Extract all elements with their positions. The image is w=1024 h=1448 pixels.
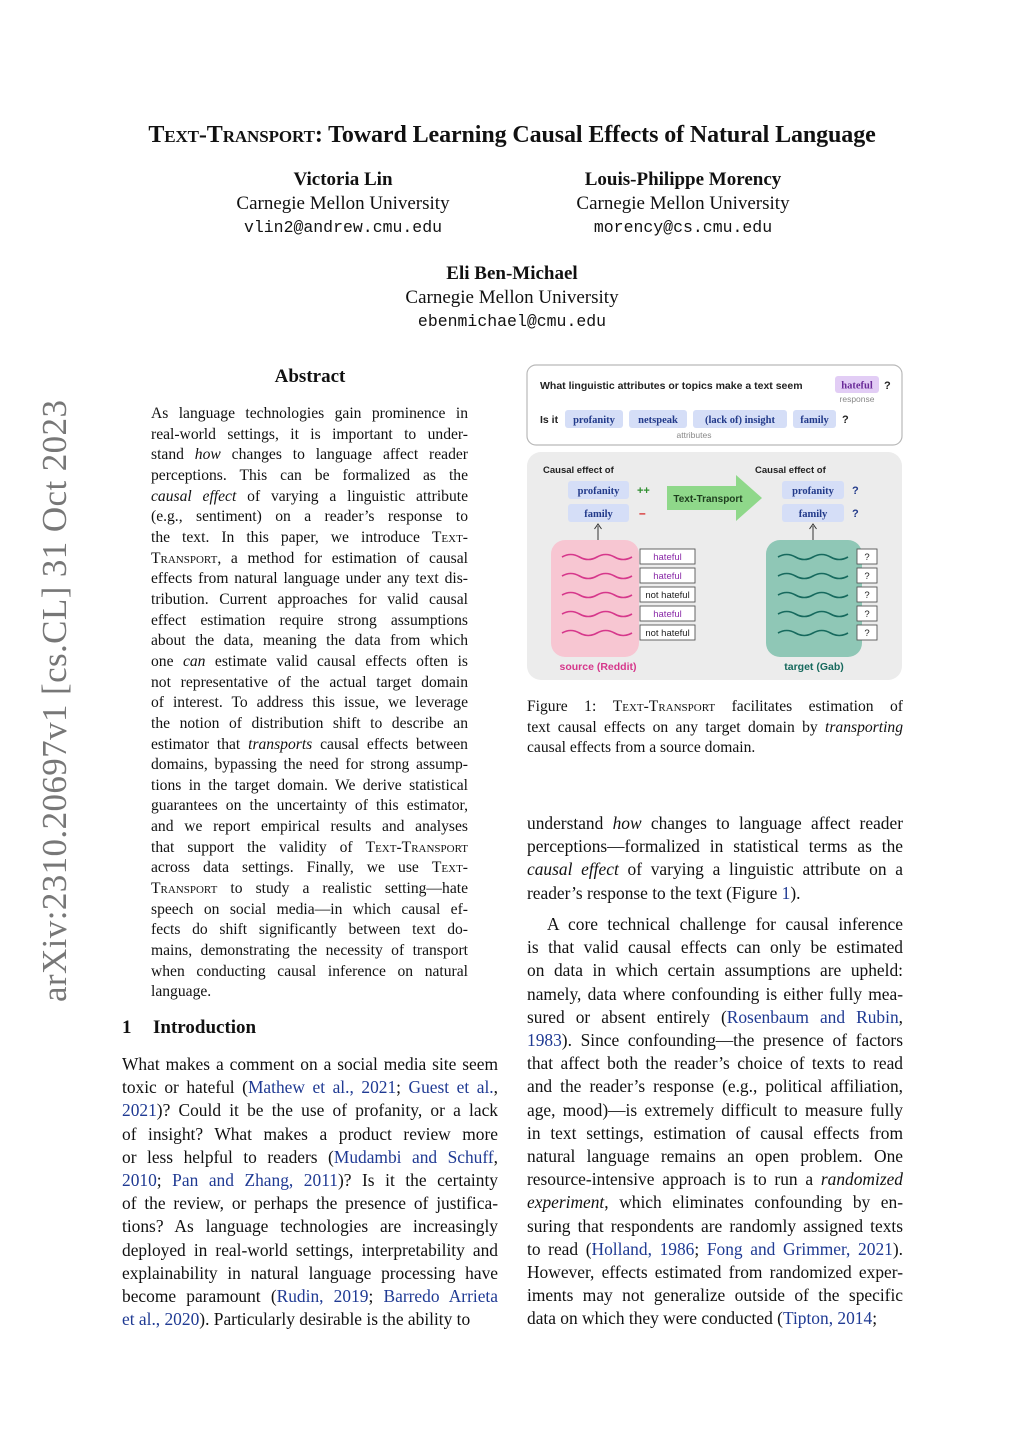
text-line: As language technologies gain prominence in [151,405,468,422]
abstract-body [151,404,468,1003]
text-line: 2021)? Could it be the use of profanity, or a lack [122,1100,498,1121]
citation-link[interactable]: Mathew et al., 2021 [247,1077,397,1098]
text-line: toxic or hateful (Mathew et al., 2021; Guest et al., [122,1077,498,1098]
figure-1 [526,364,904,682]
target-effect-attr: family [798,509,828,520]
text-line: that affect both the reader’s choice of texts to read [527,1053,903,1074]
response-chip-label: hateful [841,380,873,392]
emphasis: experiment [527,1192,605,1213]
text-line: of insight? What makes a product review more [122,1123,498,1144]
text-line: tions? As language technologies are increasingly [122,1216,498,1237]
emphasis: randomized [820,1169,903,1190]
attribute-chip-label: (lack of) insight [704,415,776,426]
method-name: Text- [431,859,468,877]
source-domain-label: source (Reddit) [559,661,637,673]
intro-paragraph-1-cont [527,812,903,905]
author-block-3 [362,262,662,334]
target-causal-effect-heading: Causal effect of [755,465,826,476]
method-name: Text- [431,528,468,546]
method-name: Text-Transport [612,698,716,715]
text-line: real-world settings, it is important to under- [151,425,468,443]
emphasis: how [612,813,642,833]
text-line: (e.g., sentiment) on a reader’s response to [151,508,468,526]
text-line: fects do shift significantly between text do- [151,921,468,939]
intro-paragraph-1 [122,1053,498,1331]
title-rest: : Toward Learning Causal Effects of Natural Language [314,122,876,148]
attribute-chip-label: netspeak [638,415,678,426]
label-text: not hateful [645,628,690,639]
text-line: suring that respondents are randomly assigned texts [527,1215,903,1236]
citation-link[interactable]: 1983 [527,1030,562,1051]
citation-link[interactable]: Pan and Zhang, 2011 [172,1170,338,1191]
text-line: is that valid causal effects can only be estimated [527,937,903,958]
text-line: resource-intensive approach is to run a randomized [527,1169,903,1190]
text-line: tions in the target domain. We derive statistical [151,776,468,794]
text-line: become paramount (Rudin, 2019; Barredo Arrieta [122,1286,498,1307]
author-name: Louis-Philippe Morency [584,169,782,190]
text-line: effects from natural language under any text dis- [151,570,468,588]
target-effect-sign: ? [852,508,859,520]
emphasis: causal effect [527,859,619,880]
text-line: about the data, meaning the data from which [151,632,468,650]
intro-text-right-1 [527,812,903,905]
text-line: namely, data where confounding is either fully mea- [527,983,903,1004]
question-prefix: What linguistic attributes or topics make a text seem [540,380,803,392]
paper-title [0,122,1024,149]
abstract-text [151,404,468,1003]
author-block-1 [193,168,493,240]
text-line: 2010; Pan and Zhang, 2011)? Is it the certainty [122,1170,498,1191]
text-line: reader’s response to the text (Figure 1). [527,882,801,903]
emphasis: transports [248,735,313,753]
method-name: Transport [151,549,218,567]
figure-caption [527,697,903,759]
label-text: ? [864,590,870,601]
text-line: domains, bypassing the need for strong assump- [151,756,468,774]
question-mark: ? [884,380,891,392]
text-line: Figure 1: Text-Transport facilitates estimation of [527,698,903,715]
target-label-boxes [857,549,877,640]
text-line: effect estimation require strong assumptions [151,611,468,629]
intro-paragraph-2 [527,913,903,1331]
label-text: not hateful [645,590,690,601]
intro-text-left [122,1053,498,1331]
author-block-2 [533,168,833,240]
arxiv-stamp: arXiv:2310.20697v1 [cs.CL] 31 Oct 2023 [35,399,74,1002]
citation-link[interactable]: Guest et al. [408,1077,494,1098]
attribute-chips [565,410,836,428]
text-line: and the reader’s response (e.g., political affiliation, [527,1076,903,1097]
text-line: What makes a comment on a social media site seem [122,1054,498,1074]
source-effect-attr: profanity [577,486,620,497]
text-line: sured or absent entirely (Rosenbaum and Rubin, [527,1006,903,1027]
author-affiliation: Carnegie Mellon University [236,193,450,214]
label-text: hateful [653,571,682,582]
source-causal-effect-heading: Causal effect of [543,465,614,476]
text-line: not representative of the actual target domain [151,673,468,691]
text-line: in text settings, estimation of causal effects from [527,1122,903,1143]
author-name: Eli Ben-Michael [446,263,578,284]
text-line: A core technical challenge for causal inference [547,914,903,934]
citation-link[interactable]: 1 [781,882,791,903]
text-line: causal effect of varying a linguistic attribute [151,487,468,505]
author-email[interactable]: vlin2@andrew.cmu.edu [243,218,443,237]
caption-text [527,697,903,759]
label-text: ? [864,552,870,563]
text-line: experiment, which eliminates confounding by en- [527,1192,903,1213]
text-line: Transport, a method for estimation of causal [151,549,468,567]
title-system-name: Text-Transport [148,122,315,148]
section-heading-introduction [122,1017,256,1039]
citation-link[interactable]: Barredo Arrieta [383,1286,498,1307]
is-it-label: Is it [540,414,559,426]
source-effect-sign: ++ [637,485,650,497]
citation-link[interactable]: Tipton, 2014 [782,1308,873,1329]
section-number: 1 [122,1017,132,1038]
intro-text-right-2 [527,913,903,1331]
label-text: ? [864,571,870,582]
response-label: response [839,394,875,404]
text-line: the text. In this paper, we introduce Text- [151,528,468,546]
text-line: data on which they were conducted (Tipton, 2014; [527,1308,878,1329]
text-line: to read (Holland, 1986; Fong and Grimmer, 2021). [527,1238,903,1259]
text-line: on data in which certain assumptions are upheld: [527,960,903,981]
text-line: However, effects estimated from randomized exper- [527,1262,903,1283]
text-line: age, mood)—is extremely difficult to measure fully [527,1099,903,1120]
transport-arrow-label: Text-Transport [673,494,743,505]
citation-link[interactable]: Holland, 1986 [591,1238,695,1259]
emphasis: can [182,652,206,670]
citation-link[interactable]: Rudin, 2019 [276,1286,369,1307]
target-effect-attr: profanity [792,486,834,497]
text-line: stand how changes to language affect reader [151,446,468,464]
attributes-label: attributes [676,430,712,440]
text-line: text causal effects on any target domain by transporting [527,718,903,736]
text-line: et al., 2020). Particularly desirable is the ability to [122,1309,471,1330]
text-line: that support the validity of Text-Transport [151,838,468,856]
attributes-question-mark: ? [842,414,849,426]
emphasis: how [194,446,221,464]
text-line: one can estimate valid causal effects often is [151,652,468,670]
emphasis: causal effect [151,487,237,505]
text-line: language. [151,983,212,1001]
text-line: causal effects from a source domain. [527,739,756,757]
text-line: natural language remains an open problem. One [527,1146,903,1167]
text-line: when conducting causal inference on natural [151,962,468,980]
text-line: of the review, or perhaps the presence of justifica- [122,1193,498,1214]
text-line: mains, demonstrating the necessity of transport [151,942,468,960]
source-effect-sign: – [639,506,646,520]
attribute-chip-label: profanity [573,415,615,426]
text-line: 1983). Since confounding—the presence of factors [527,1030,903,1051]
label-text: hateful [653,609,682,620]
method-name: Text-Transport [365,838,468,856]
attribute-chip-label: family [800,415,829,426]
source-effect-attr: family [584,509,613,520]
text-line: perceptions—formalized in statistical terms as the [527,836,903,857]
label-text: hateful [653,552,682,563]
text-line: speech on social media—in which causal ef- [151,900,468,918]
text-line: across data settings. Finally, we use Text- [151,859,468,877]
label-text: ? [864,628,870,639]
text-line: perceptions. This can be formalized as the [151,466,468,484]
emphasis: transporting [825,718,903,736]
author-affiliation: Carnegie Mellon University [576,193,790,214]
text-line: the notion of distribution shift to describe an [151,714,468,732]
text-line: guarantees on the uncertainty of this estimator, [151,797,468,815]
source-label-boxes [640,549,695,640]
text-line: iments may not generalize outside of the specific [527,1285,903,1306]
author-email[interactable]: morency@cs.cmu.edu [593,218,773,237]
text-line: Transport to study a realistic setting—hate [151,880,468,898]
text-line: causal effect of varying a linguistic attribute on a [527,859,903,880]
citation-link[interactable]: et al., 2020 [122,1309,200,1330]
text-line: deployed in real-world settings, interpretability and [122,1239,498,1260]
text-line: tribution. Current approaches for valid causal [151,590,468,608]
citation-link[interactable]: Fong and Grimmer, 2021 [706,1238,893,1259]
author-email[interactable]: ebenmichael@cmu.edu [417,312,607,331]
citation-link[interactable]: 2021 [122,1100,157,1121]
text-line: explainability in natural language processing have [122,1262,498,1283]
author-affiliation: Carnegie Mellon University [405,287,619,308]
citation-link[interactable]: Rosenbaum and Rubin [726,1006,899,1027]
text-line: or less helpful to readers (Mudambi and Schuff, [122,1146,499,1167]
target-domain-label: target (Gab) [784,661,844,673]
section-title: Introduction [153,1017,257,1038]
label-text: ? [864,609,870,620]
text-line: understand how changes to language affect reader [527,813,903,833]
text-line: estimator that transports causal effects between [151,735,468,753]
citation-link[interactable]: 2010 [122,1170,157,1191]
text-line: of interest. To address this issue, we leverage [151,694,468,712]
text-line: and we report empirical results and analyses [151,818,468,836]
method-name: Transport [151,880,218,898]
abstract-heading: Abstract [274,366,346,387]
author-name: Victoria Lin [293,169,393,190]
target-effect-sign: ? [852,485,859,497]
citation-link[interactable]: Mudambi and Schuff [333,1146,494,1167]
